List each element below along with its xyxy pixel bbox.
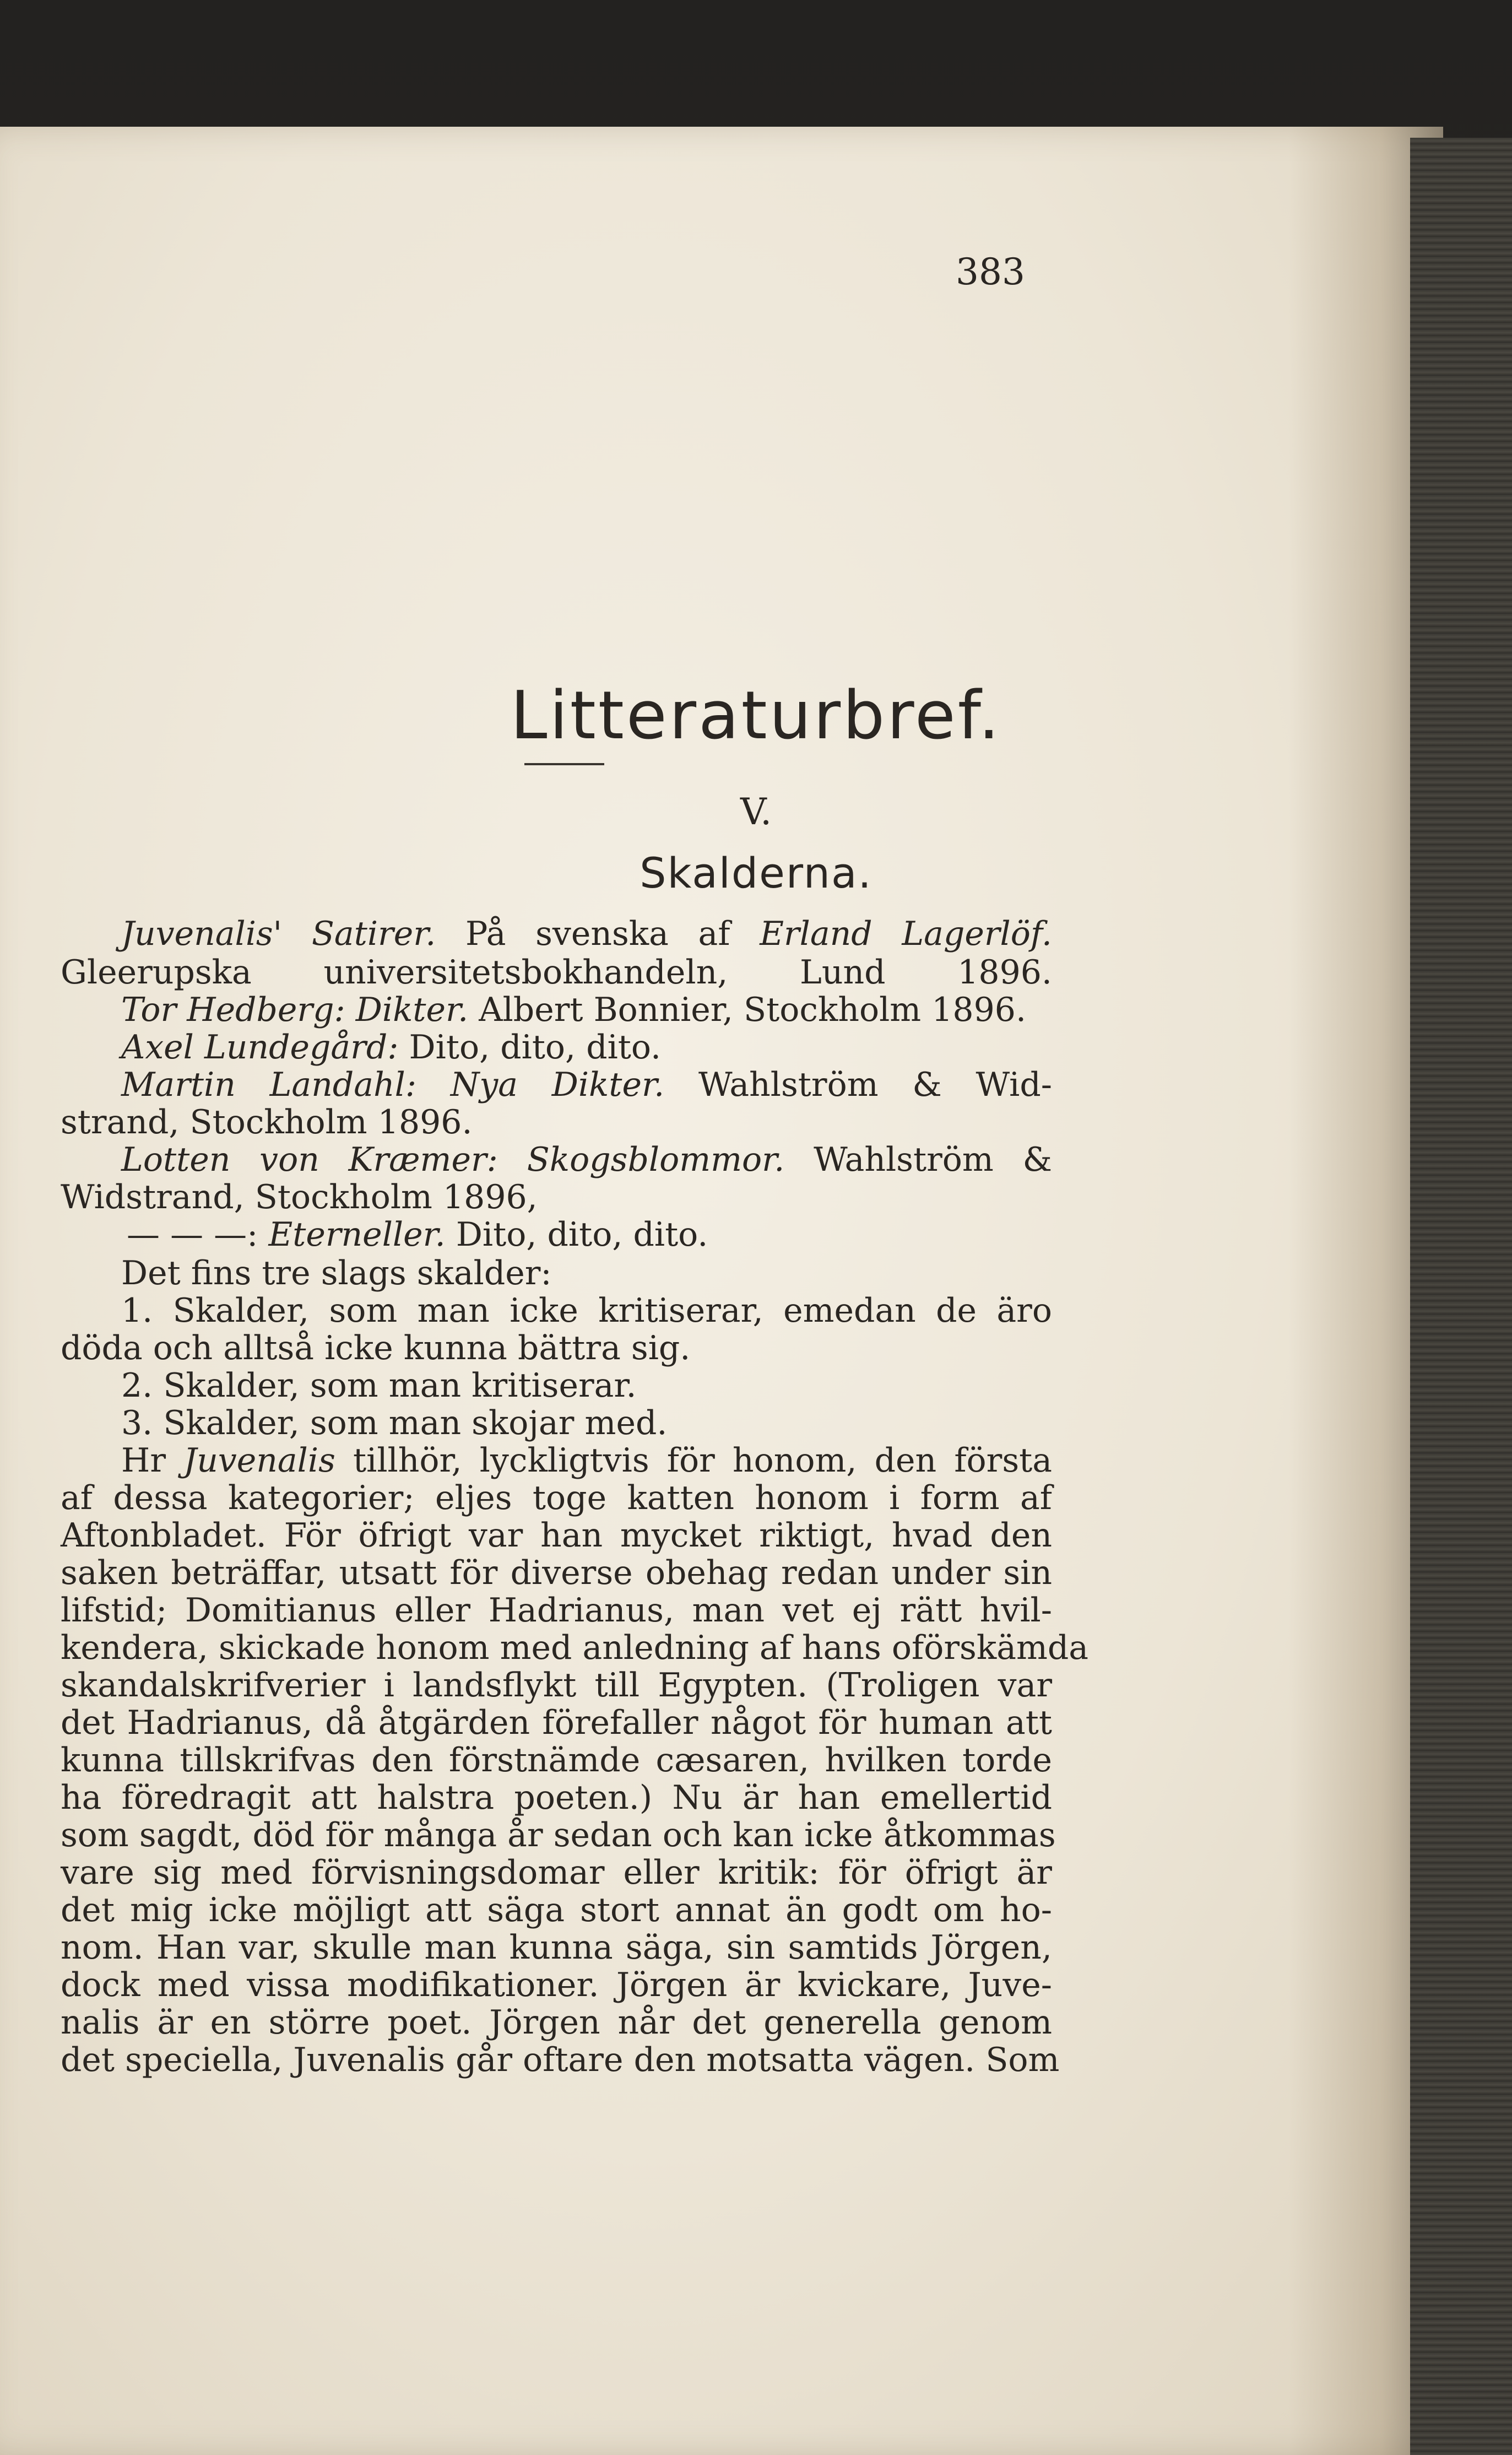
paragraph-line: dock med vissa modifikationer. Jörgen är kvickare, Juve- xyxy=(61,1966,1052,2004)
paragraph-line: Aftonbladet. För öfrigt var han mycket riktigt, hvad den xyxy=(61,1516,1052,1555)
list-item-2: 2. Skalder, som man kritiserar. xyxy=(121,1366,637,1405)
bibliography-entry-landahl-cont: strand, Stockholm 1896. xyxy=(61,1103,473,1142)
list-item-1: 1. Skalder, som man icke kritiserar, emedan de äro xyxy=(121,1291,1052,1330)
list-item-1-cont: döda och alltså icke kunna bättra sig. xyxy=(61,1329,691,1367)
chapter-title: Litteraturbref. xyxy=(510,678,1002,754)
page-number: 383 xyxy=(956,251,1025,293)
paragraph-line: ha föredragit att halstra poeten.) Nu är han emellertid xyxy=(61,1778,1052,1817)
bibliography-entry-eterneller: — — —: Eterneller. Dito, dito, dito. xyxy=(127,1215,708,1254)
page-stack-edge xyxy=(1410,138,1512,2455)
paragraph-line: lifstid; Domitianus eller Hadrianus, man vet ej rätt hvil- xyxy=(61,1591,1052,1630)
list-item-3: 3. Skalder, som man skojar med. xyxy=(121,1404,668,1442)
section-numeral: V. xyxy=(740,791,772,833)
paragraph-line: kendera, skickade honom med anledning af hans oförskämda xyxy=(61,1629,1089,1667)
bibliography-entry-kraemer: Lotten von Kræmer: Skogsblommor. Wahlström & xyxy=(121,1140,1053,1179)
section-title: Skalderna. xyxy=(640,848,872,897)
bibliography-entry-juvenalis-cont: Gleerupska universitetsbokhandeln, Lund 1896. xyxy=(61,953,1052,992)
paragraph-line: kunna tillskrifvas den förstnämde cæsaren, hvilken torde xyxy=(61,1741,1052,1780)
bibliography-entry-lundegard: Axel Lundegård: Dito, dito, dito. xyxy=(121,1028,662,1067)
bibliography-entry-hedberg: Tor Hedberg: Dikter. Albert Bonnier, Stockholm 1896. xyxy=(121,991,1027,1029)
paragraph-line: nom. Han var, skulle man kunna säga, sin samtids Jörgen, xyxy=(61,1928,1052,1967)
paragraph-line: som sagdt, död för många år sedan och kan icke åtkommas xyxy=(61,1816,1056,1854)
paragraph-line: saken beträffar, utsatt för diverse obehag redan under sin xyxy=(61,1554,1052,1592)
bibliography-entry-kraemer-cont: Widstrand, Stockholm 1896, xyxy=(61,1178,538,1216)
paragraph-line: det speciella, Juvenalis går oftare den motsatta vägen. Som xyxy=(61,2041,1060,2079)
paragraph-line: det mig icke möjligt att säga stort annat än godt om ho- xyxy=(61,1891,1052,1929)
paragraph-line: det Hadrianus, då åtgärden förefaller något för human att xyxy=(61,1704,1052,1742)
paragraph-line: Hr Juvenalis tillhör, lyckligtvis för honom, den första xyxy=(121,1441,1052,1480)
bibliography-entry-landahl: Martin Landahl: Nya Dikter. Wahlström & Wid- xyxy=(121,1066,1052,1104)
paragraph-line: af dessa kategorier; eljes toge katten honom i form af xyxy=(61,1479,1052,1517)
paragraph-line: nalis är en större poet. Jörgen når det generella genom xyxy=(61,2003,1052,2042)
paragraph-line: vare sig med förvisningsdomar eller kritik: för öfrigt är xyxy=(61,1853,1052,1892)
paragraph-line: skandalskrifverier i landsflykt till Egypten. (Troligen var xyxy=(61,1666,1052,1705)
body-intro: Det fins tre slags skalder: xyxy=(121,1254,552,1293)
bibliography-entry-juvenalis: Juvenalis' Satirer. På svenska af Erland Lagerlöf. xyxy=(121,915,1053,953)
title-divider-rule xyxy=(524,763,604,765)
